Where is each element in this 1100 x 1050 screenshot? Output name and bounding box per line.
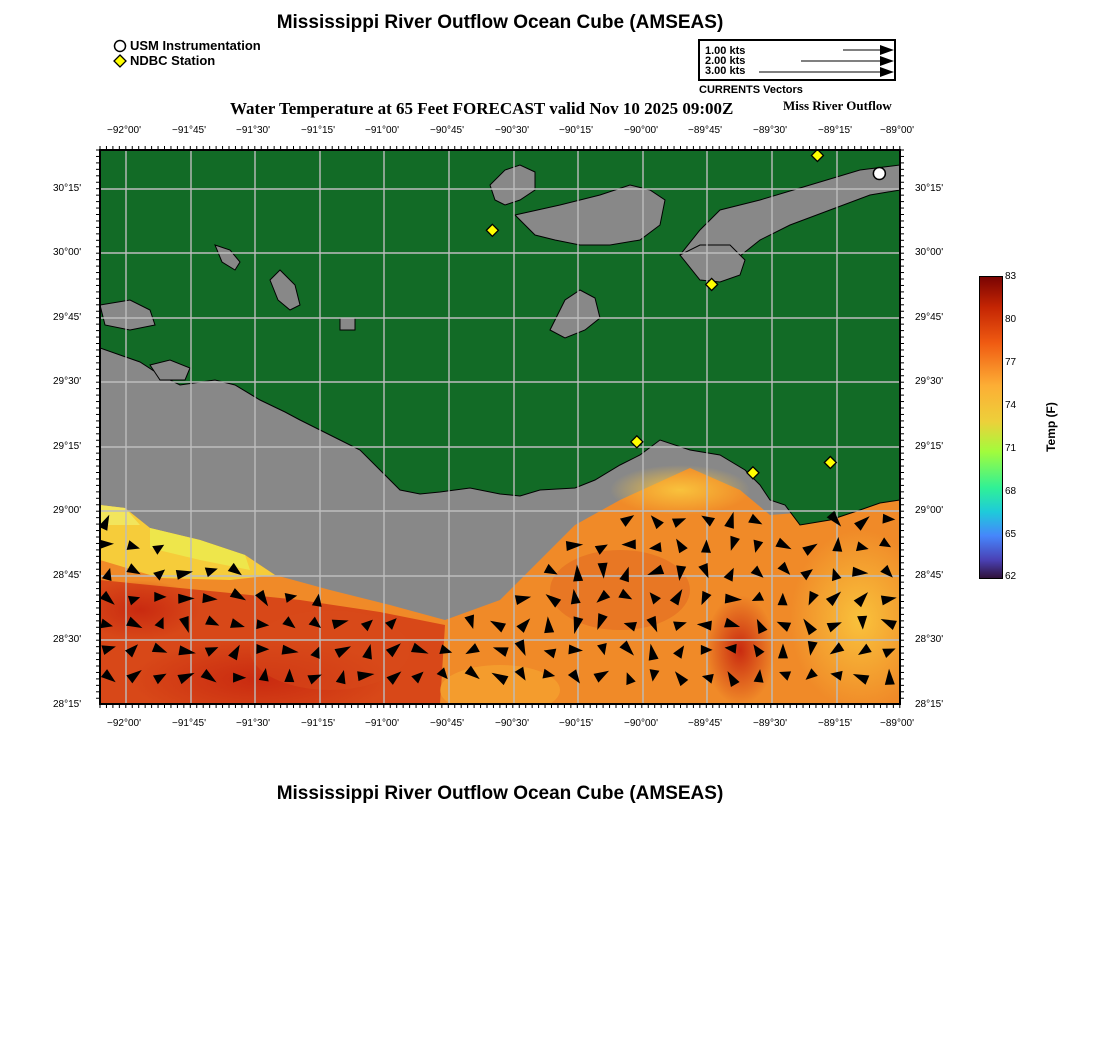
lon-tick: −92°00' — [107, 125, 141, 136]
lon-tick: −91°00' — [365, 125, 399, 136]
lat-tick: 29°30' — [915, 376, 944, 387]
colorbar-tick: 77 — [1005, 357, 1017, 368]
colorbar-tick: 68 — [1005, 486, 1017, 497]
vector-key-row-3: 3.00 kts — [705, 65, 746, 77]
map-subtitle: Water Temperature at 65 Feet FORECAST valid Nov 10 2025 09:00Z — [230, 99, 734, 118]
lon-tick: −90°30' — [495, 718, 529, 729]
lon-tick: −90°30' — [495, 125, 529, 136]
lon-tick: −89°45' — [688, 125, 722, 136]
lon-tick: −90°45' — [430, 718, 464, 729]
lat-tick: 29°45' — [915, 312, 944, 323]
lat-tick: 28°15' — [53, 699, 82, 710]
lat-tick: 28°45' — [53, 570, 82, 581]
lat-tick: 29°00' — [53, 505, 82, 516]
lon-tick: −91°15' — [301, 125, 335, 136]
lon-tick: −91°45' — [172, 718, 206, 729]
lon-tick: −90°00' — [624, 125, 658, 136]
colorbar-tick: 62 — [1005, 571, 1017, 582]
lat-tick: 28°30' — [915, 634, 944, 645]
lon-tick: −92°00' — [107, 718, 141, 729]
lon-tick: −90°15' — [559, 718, 593, 729]
lon-tick: −91°30' — [236, 718, 270, 729]
lon-tick: −89°30' — [753, 718, 787, 729]
colorbar — [979, 276, 1003, 579]
usm-legend-label: USM Instrumentation — [130, 38, 261, 53]
lon-tick: −89°45' — [688, 718, 722, 729]
vector-key-title: CURRENTS Vectors — [699, 84, 803, 96]
lon-tick: −91°30' — [236, 125, 270, 136]
lat-tick: 30°00' — [53, 247, 82, 258]
lon-tick: −89°00' — [880, 718, 914, 729]
colorbar-tick: 83 — [1005, 271, 1017, 282]
lon-tick: −90°00' — [624, 718, 658, 729]
colorbar-label: Temp (F) — [1044, 402, 1058, 452]
usm-station-marker — [873, 168, 885, 180]
bottom-title: Mississippi River Outflow Ocean Cube (AMSEAS) — [276, 783, 724, 804]
lat-tick: 30°15' — [53, 183, 82, 194]
lon-tick: −89°15' — [818, 125, 852, 136]
colorbar-tick: 71 — [1005, 443, 1017, 454]
lat-tick: 29°15' — [53, 441, 82, 452]
lat-tick: 30°15' — [915, 183, 944, 194]
lon-tick: −89°30' — [753, 125, 787, 136]
colorbar-tick: 74 — [1005, 400, 1017, 411]
lon-tick: −89°15' — [818, 718, 852, 729]
lat-tick: 29°00' — [915, 505, 944, 516]
lat-tick: 28°45' — [915, 570, 944, 581]
lon-tick: −91°45' — [172, 125, 206, 136]
lat-tick: 28°30' — [53, 634, 82, 645]
colorbar-tick: 65 — [1005, 529, 1017, 540]
colorbar-tick: 80 — [1005, 314, 1017, 325]
lon-tick: −90°15' — [559, 125, 593, 136]
lon-tick: −90°45' — [430, 125, 464, 136]
lat-tick: 29°30' — [53, 376, 82, 387]
lat-tick: 29°15' — [915, 441, 944, 452]
lat-tick: 30°00' — [915, 247, 944, 258]
region-label: Miss River Outflow — [783, 98, 892, 113]
ndbc-legend-label: NDBC Station — [130, 53, 216, 68]
lat-tick: 29°45' — [53, 312, 82, 323]
lat-tick: 28°15' — [915, 699, 944, 710]
vector-key-row-1: 1.00 kts — [705, 45, 746, 57]
lon-tick: −89°00' — [880, 125, 914, 136]
lon-tick: −91°15' — [301, 718, 335, 729]
vector-key-row-2: 2.00 kts — [705, 55, 746, 67]
main-title: Mississippi River Outflow Ocean Cube (AMSEAS) — [276, 12, 724, 33]
lon-tick: −91°00' — [365, 718, 399, 729]
